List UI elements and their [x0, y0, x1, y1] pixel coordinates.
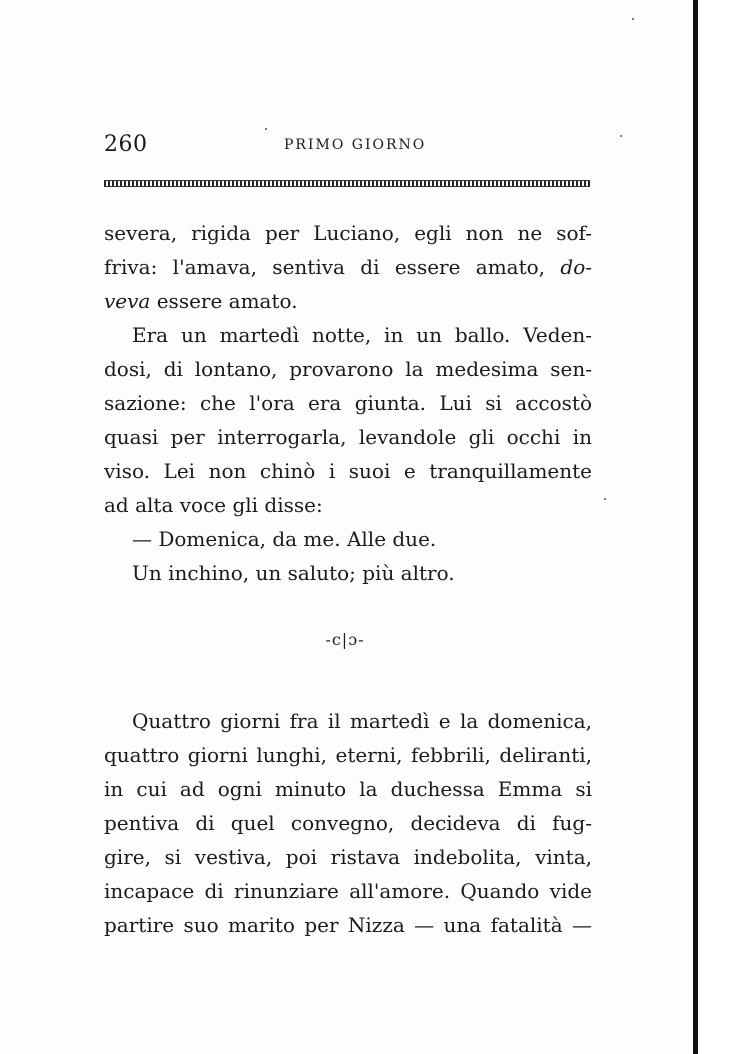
text-line: partire suo marito per Nizza — una fatalità —: [104, 913, 592, 937]
text-line: — Domenica, da me. Alle due.: [132, 527, 437, 551]
running-head: PRIMO GIORNO: [284, 137, 427, 153]
text-line: pentiva di quel convegno, decideva di fug-: [104, 811, 592, 835]
text-line: gire, si vestiva, poi ristava indebolita, vinta,: [104, 845, 592, 869]
top-paragraphs: [104, 216, 592, 590]
header-decorative-rule: [104, 180, 590, 187]
text-line: severa, rigida per Luciano, egli non ne sof-: [104, 221, 592, 245]
section-ornament: -c|ɔ-: [325, 630, 365, 649]
italic-word-part: do-: [560, 255, 593, 279]
paper-speck: [604, 498, 606, 500]
text-line: quasi per interrogarla, levandole gli occhi in: [104, 425, 592, 449]
text-line: viso. Lei non chinò i suoi e tranquillamente: [104, 459, 592, 483]
paper-speck: [620, 135, 622, 137]
text-line: Un inchino, un saluto; più altro.: [132, 561, 455, 585]
text-line: incapace di rinunziare all'amore. Quando vide: [104, 879, 592, 903]
text-line-part: friva: l'amava, sentiva di essere amato,: [104, 255, 546, 279]
text-line: Era un martedì notte, in un ballo. Veden-: [132, 323, 592, 347]
text-line: quattro giorni lunghi, eterni, febbrili, deliranti,: [104, 743, 592, 767]
text-line: [104, 250, 592, 284]
paper-speck: [632, 18, 634, 20]
paper-speck: [265, 128, 267, 130]
text-line: sazione: che l'ora era giunta. Lui si accostò: [104, 391, 592, 415]
text-line: Quattro giorni fra il martedì e la domenica,: [132, 709, 592, 733]
italic-word-part: veva: [104, 289, 151, 313]
text-line-part: essere amato.: [156, 289, 298, 313]
text-line: ad alta voce gli disse:: [104, 493, 323, 517]
page-margin-right: [698, 0, 740, 1054]
bottom-paragraph: [104, 704, 592, 942]
page-header: [104, 132, 594, 162]
text-line: dosi, di lontano, provarono la medesima sen-: [104, 357, 592, 381]
page-number: 260: [104, 132, 148, 157]
text-line: in cui ad ogni minuto la duchessa Emma si: [104, 777, 592, 801]
text-line: [104, 284, 592, 318]
